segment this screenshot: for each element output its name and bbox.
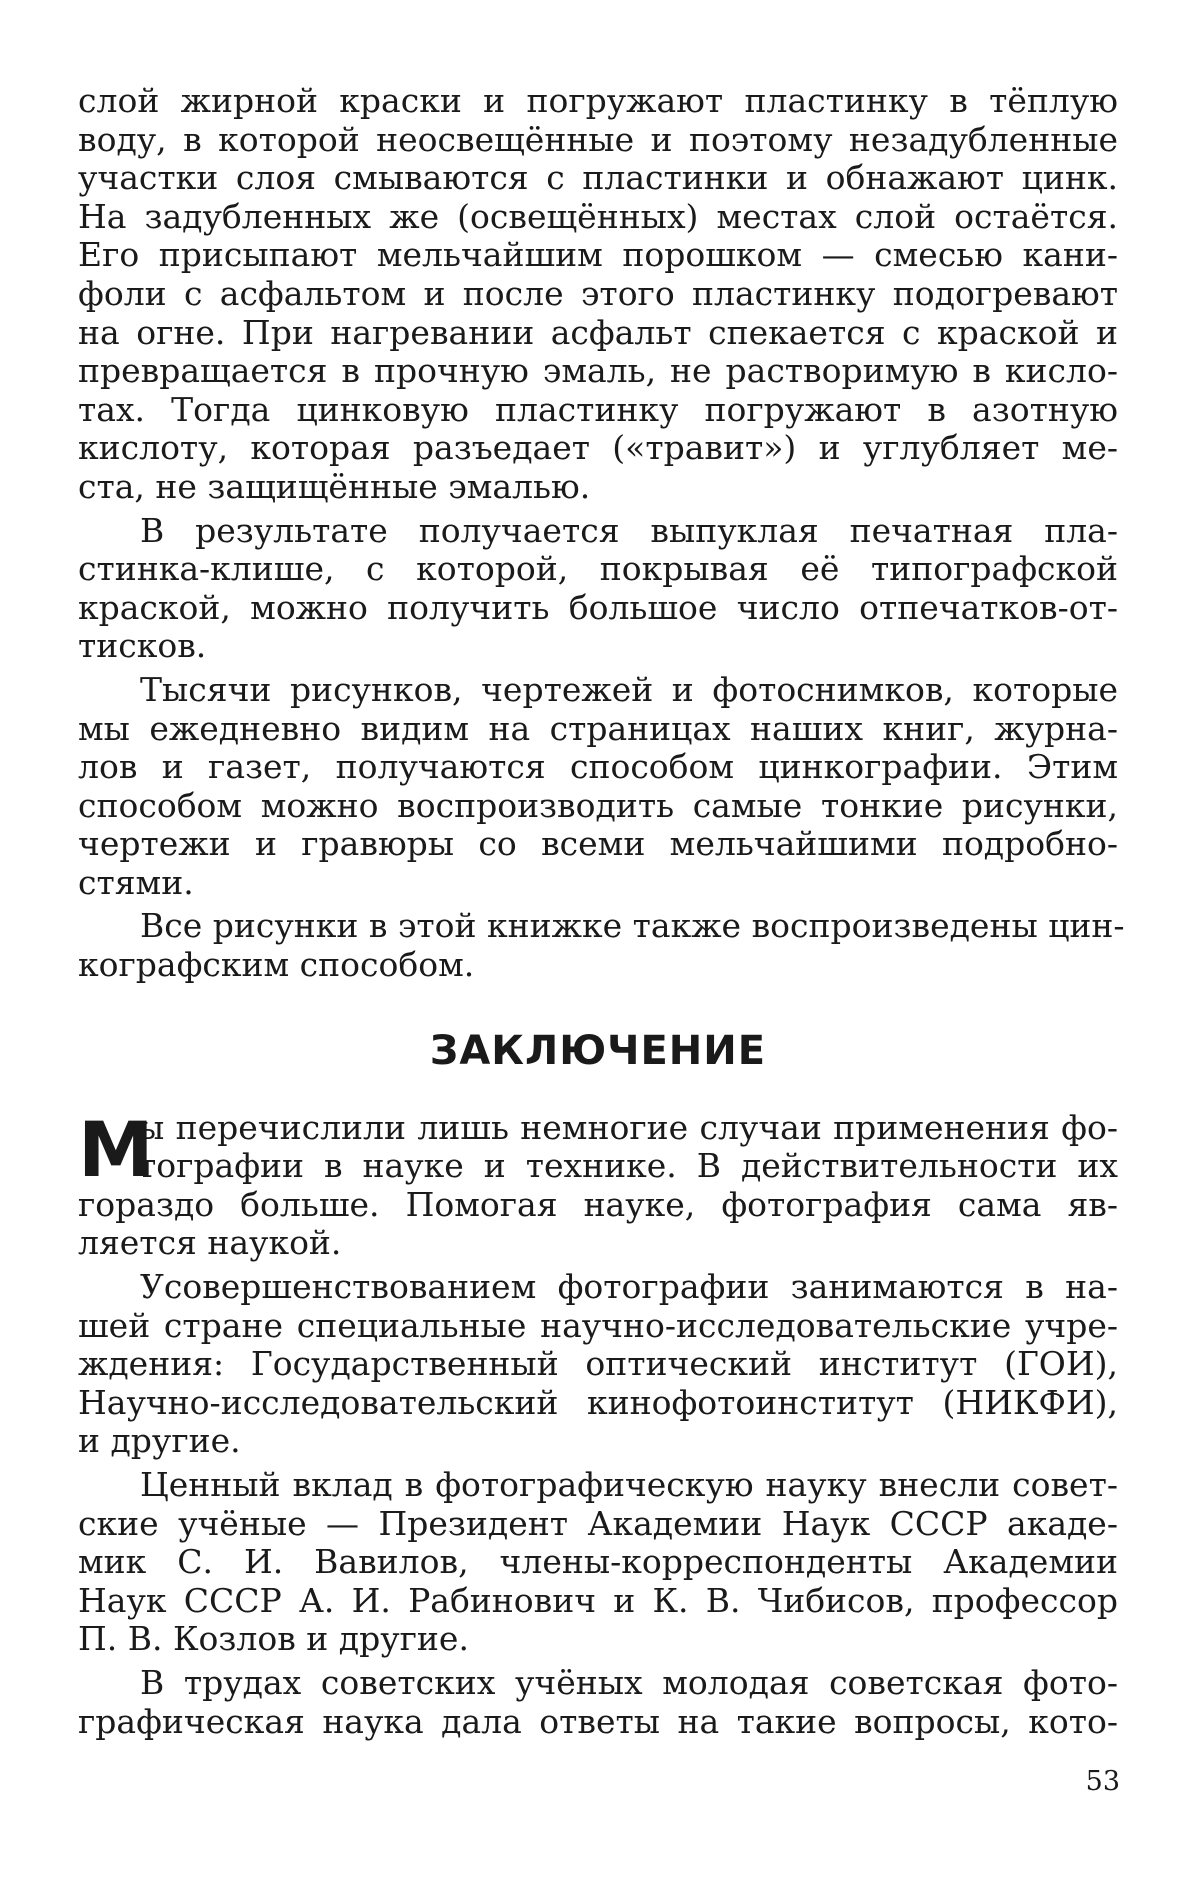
text-line: гораздо больше. Помогая науке, фотография сама яв- — [78, 1184, 1118, 1224]
text-line: стями. — [78, 862, 194, 902]
text-line: ские учёные — Президент Академии Наук СССР акаде- — [78, 1503, 1118, 1543]
paragraph-zincography-uses — [78, 671, 1118, 903]
text-line: Все рисунки в этой книжке также воспроизведены цин- — [140, 906, 1125, 946]
text-line: П. В. Козлов и другие. — [78, 1619, 469, 1659]
text-line: ляется наукой. — [78, 1223, 342, 1263]
page-number: 53 — [1085, 1766, 1120, 1797]
text-line: шей стране специальные научно-исследовательские учре- — [78, 1305, 1118, 1345]
text-line: превращается в прочную эмаль, не растворимую в кисло- — [78, 351, 1118, 391]
text-line: Его присыпают мельчайшим порошком — смесью кани- — [78, 235, 1118, 275]
paragraph-book-illustrations — [78, 906, 1125, 985]
text-line: кислоту, которая разъедает («травит») и углубляет ме- — [78, 428, 1118, 468]
text-line: чертежи и гравюры со всеми мельчайшими подробно- — [78, 824, 1118, 864]
text-line: слой жирной краски и погружают пластинку в тёплую — [78, 81, 1118, 120]
paragraph-zinc-etching — [78, 82, 1118, 507]
text-line: Тысячи рисунков, чертежей и фотоснимков, которые — [140, 669, 1118, 709]
text-line: лов и газет, получаются способом цинкографии. Этим — [78, 747, 1118, 787]
text-line: Усовершенствованием фотографии занимаются в на- — [140, 1267, 1118, 1307]
text-line: тографии в науке и технике. В действительности их — [138, 1146, 1118, 1186]
text-line: стинка-клише, с которой, покрывая её типографской — [78, 549, 1118, 589]
text-line: воду, в которой неосвещённые и поэтому незадубленные — [78, 119, 1118, 159]
paragraph-conclusion-intro — [78, 1104, 1118, 1263]
text-line: тисков. — [78, 626, 207, 666]
text-line: фоли с асфальтом и после этого пластинку подогревают — [78, 273, 1118, 313]
text-line: ы перечислили лишь немногие случаи применения фо- — [138, 1107, 1118, 1147]
paragraph-research-institutes — [78, 1268, 1118, 1461]
text-line: ста, не защищённые эмалью. — [78, 466, 591, 506]
paragraph-soviet-science — [78, 1664, 1118, 1741]
text-line: На задубленных же (освещённых) местах слой остаётся. — [78, 196, 1118, 236]
text-line: мы ежедневно видим на страницах наших книг, журна- — [78, 708, 1118, 748]
text-line: графическая наука дала ответы на такие вопросы, кото- — [78, 1701, 1118, 1741]
paragraph-cliche-result — [78, 512, 1118, 666]
paragraph-soviet-scientists — [78, 1466, 1118, 1659]
text-line: на огне. При нагревании асфальт спекается с краской и — [78, 312, 1118, 352]
text-line: участки слоя смываются с пластинки и обнажают цинк. — [78, 158, 1118, 198]
text-line: Научно-исследовательский кинофотоинститут (НИКФИ), — [78, 1382, 1118, 1422]
text-line: тах. Тогда цинковую пластинку погружают в азотную — [78, 389, 1118, 429]
text-line: способом можно воспроизводить самые тонкие рисунки, — [78, 785, 1118, 825]
text-line: В результате получается выпуклая печатная пла- — [140, 510, 1118, 550]
text-line: ждения: Государственный оптический институт (ГОИ), — [78, 1344, 1118, 1384]
text-line: кографским способом. — [78, 945, 475, 985]
text-line: В трудах советских учёных молодая советская фото- — [140, 1662, 1118, 1702]
text-line: мик С. И. Вавилов, члены-корреспонденты Академии — [78, 1542, 1118, 1582]
text-line: и другие. — [78, 1421, 241, 1461]
text-line: Наук СССР А. И. Рабинович и К. В. Чибисов, профессор — [78, 1580, 1118, 1620]
section-heading: ЗАКЛЮЧЕНИЕ — [429, 1027, 767, 1074]
drop-cap: М — [78, 1104, 154, 1194]
text-line: Ценный вклад в фотографическую науку внесли совет- — [140, 1465, 1118, 1504]
text-line: краской, можно получить большое число отпечатков-от- — [78, 587, 1118, 627]
page-body — [78, 81, 1125, 1741]
